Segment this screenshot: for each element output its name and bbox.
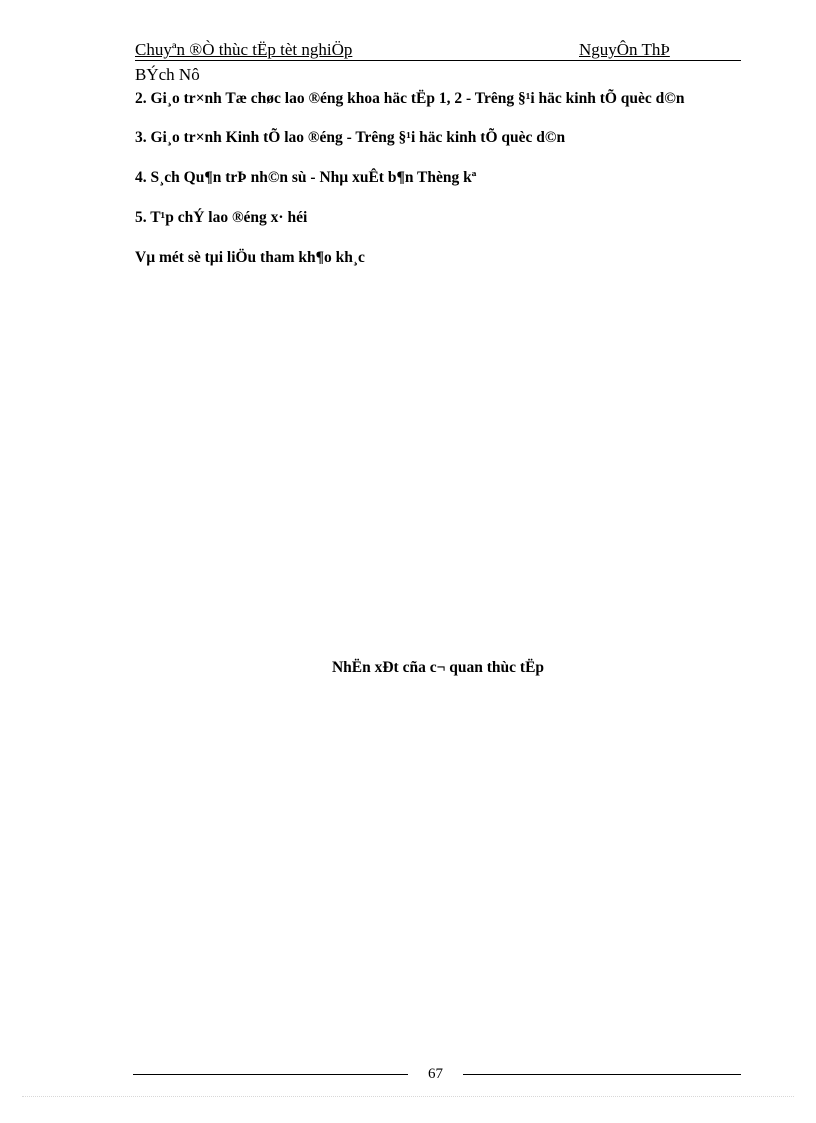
- reference-item: 5. T¹p chÝ lao ®éng x· héi: [135, 209, 308, 226]
- reference-list: [135, 88, 741, 287]
- page-number: 67: [428, 1066, 443, 1082]
- header-author-name: NguyÔn ThÞ: [579, 40, 670, 59]
- section-title: NhËn xÐt cña c¬ quan thùc tËp: [331, 659, 545, 676]
- reference-item: 4. S¸ch Qu¶n trÞ nh©n sù - Nhµ xuÊt b¶n Thèng kª: [135, 169, 477, 186]
- page-bottom-border: [22, 1096, 794, 1097]
- header-author-continued: BÝch Nô: [135, 65, 200, 84]
- reference-item: 2. Gi¸o tr×nh Tæ chøc lao ®éng khoa häc tËp 1, 2 - Trêng §¹i häc kinh tÕ quèc d©n: [135, 90, 685, 107]
- reference-item: Vµ mét sè tµi liÖu tham kh¶o kh¸c: [135, 249, 365, 266]
- header-report-title: Chuyªn ®Ò thùc tËp tèt nghiÖp: [135, 40, 353, 59]
- reference-item: 3. Gi¸o tr×nh Kinh tÕ lao ®éng - Trêng §¹i häc kinh tÕ quèc d©n: [135, 129, 566, 146]
- footer-rule-left: [133, 1074, 408, 1075]
- header-rule: [135, 60, 741, 61]
- footer-rule-right: [463, 1074, 741, 1075]
